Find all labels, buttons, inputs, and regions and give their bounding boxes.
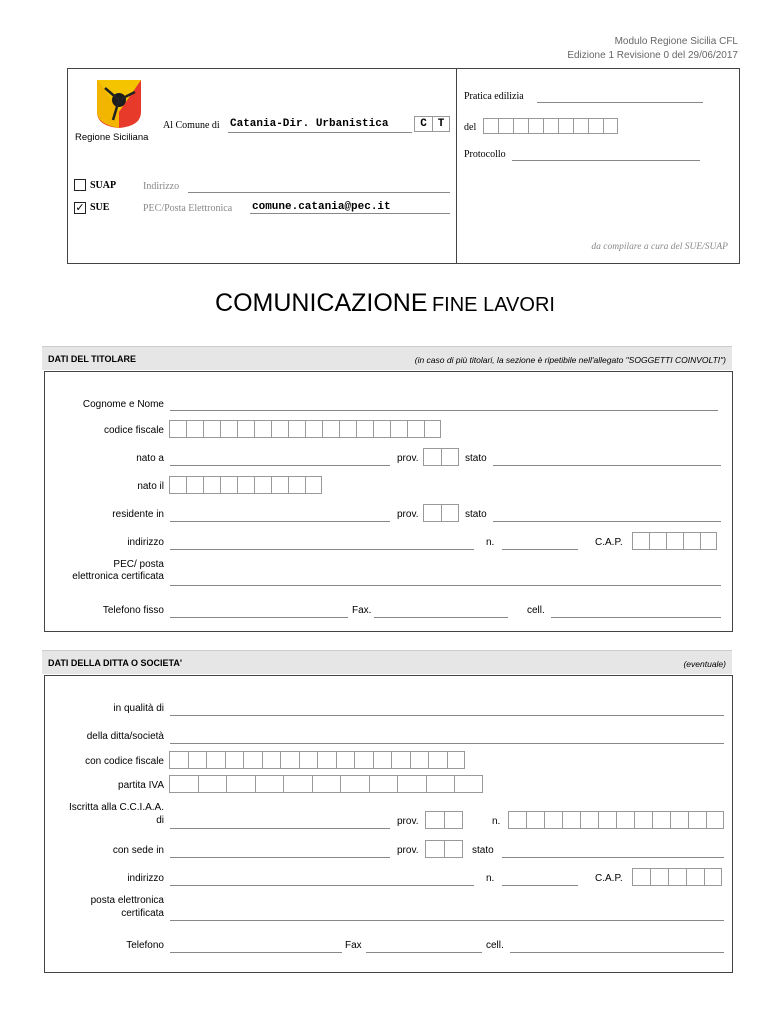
comune-value[interactable]: Catania-Dir. Urbanistica [230,118,389,130]
residente-field[interactable] [170,521,390,522]
sue-checkbox[interactable]: ✓ [75,202,85,214]
ditta-telefono-field[interactable] [170,952,342,953]
n-field[interactable] [502,885,578,886]
ditta-note: (eventuale) [683,659,726,669]
prov-label: prov. [397,816,419,827]
pec-line [250,213,450,214]
prov-boxes[interactable] [423,504,459,522]
del-label: del [464,122,477,133]
protocollo-label: Protocollo [464,149,506,160]
cap-boxes[interactable] [632,532,717,550]
cf-label: codice fiscale [103,425,164,436]
cap-label: C.A.P. [595,873,623,884]
indirizzo-line [188,192,450,193]
indirizzo-label: Indirizzo [143,181,180,192]
top-box-divider [456,69,457,263]
fax-field[interactable] [366,952,482,953]
compilare-note: da compilare a cura del SUE/SUAP [591,242,728,252]
page-title [0,289,770,318]
pec-value[interactable]: comune.catania@pec.it [252,201,391,213]
edizione-label: Edizione 1 Revisione 0 del 29/06/2017 [567,50,738,61]
suap-label: SUAP [90,180,117,191]
prov-char-box[interactable]: C [414,116,432,132]
qualita-label: in qualità di [113,703,164,714]
top-box [67,68,740,264]
modulo-label: Modulo Regione Sicilia CFL [614,36,738,47]
n-label: n. [492,816,501,827]
piva-label: partita IVA [118,780,164,791]
ditta-cf-boxes[interactable] [169,751,465,769]
fax-label: Fax. [352,605,372,616]
n-label: n. [486,873,495,884]
ditta-label: della ditta/società [86,731,164,742]
comune-line [228,132,412,133]
prov-label: prov. [397,845,419,856]
piva-boxes[interactable] [169,775,483,793]
prov-boxes[interactable] [425,840,463,858]
cciaa-n-boxes[interactable] [508,811,724,829]
titolare-header [42,346,732,370]
del-date-boxes[interactable] [483,118,618,134]
ditta-cf-label: con codice fiscale [85,756,164,767]
posta-label-1: posta elettronica [90,895,164,906]
ditta-header [42,650,732,674]
indirizzo-field[interactable] [170,549,474,550]
pratica-label: Pratica edilizia [464,91,524,102]
prov-boxes[interactable] [423,448,459,466]
pec-label-2: elettronica certificata [72,571,164,582]
stato-label: stato [472,845,494,856]
logo-label: Regione Siciliana [75,132,149,143]
nato-il-boxes[interactable] [169,476,322,494]
cciaa-label-1: Iscritta alla C.C.I.A.A. [68,802,164,813]
pec-field[interactable] [170,585,721,586]
pratica-line [537,102,703,103]
cell-label: cell. [486,940,504,951]
protocollo-line [512,160,700,161]
pec-label-1: PEC/ posta [113,559,164,570]
fax-field[interactable] [374,617,508,618]
cap-boxes[interactable] [632,868,722,886]
cap-label: C.A.P. [595,537,623,548]
stato-field[interactable] [502,857,724,858]
pec-label: PEC/Posta Elettronica [143,203,233,214]
sede-field[interactable] [170,857,390,858]
ditta-field[interactable] [170,743,724,744]
sede-label: con sede in [112,845,164,856]
n-label: n. [486,537,495,548]
cell-label: cell. [527,605,545,616]
nato-il-label: nato il [137,481,164,492]
prov-char-box[interactable]: T [432,116,450,132]
telefono-field[interactable] [170,617,348,618]
ditta-indirizzo-field[interactable] [170,885,474,886]
cognome-field[interactable] [170,410,718,411]
cciaa-field[interactable] [170,828,390,829]
n-field[interactable] [502,549,578,550]
prov-boxes[interactable] [425,811,463,829]
nato-a-label: nato a [136,453,164,464]
ditta-indirizzo-label: indirizzo [127,873,164,884]
telefono-label: Telefono fisso [102,605,164,616]
ditta-title: DATI DELLA DITTA O SOCIETA' [48,658,182,668]
titolare-note: (in caso di più titolari, la sezione è ripetibile nell'allegato "SOGGETTI COINVOLTI") [414,355,726,365]
regione-sicilia-logo-icon [95,78,143,130]
stato-field[interactable] [493,465,721,466]
ditta-telefono-label: Telefono [126,940,164,951]
title-sub: FINE LAVORI [431,294,555,316]
cf-boxes[interactable] [169,420,441,438]
posta-field[interactable] [170,920,724,921]
sue-label: SUE [90,202,110,213]
fax-label: Fax [345,940,362,951]
stato-label: stato [465,453,487,464]
cell-field[interactable] [551,617,721,618]
prov-label: prov. [397,453,419,464]
cognome-label: Cognome e Nome [82,399,164,410]
residente-label: residente in [112,509,164,520]
title-main: COMUNICAZIONE [215,289,428,317]
cell-field[interactable] [510,952,724,953]
nato-a-field[interactable] [170,465,390,466]
comune-prov-boxes[interactable] [414,116,450,132]
al-comune-label: Al Comune di [163,120,220,131]
titolare-title: DATI DEL TITOLARE [48,354,137,364]
qualita-field[interactable] [170,715,724,716]
posta-label-2: certificata [121,908,164,919]
stato-label: stato [465,509,487,520]
prov-label: prov. [397,509,419,520]
stato-field[interactable] [493,521,721,522]
indirizzo-label: indirizzo [127,537,164,548]
cciaa-label-2: di [156,815,164,826]
suap-checkbox[interactable] [74,179,86,191]
